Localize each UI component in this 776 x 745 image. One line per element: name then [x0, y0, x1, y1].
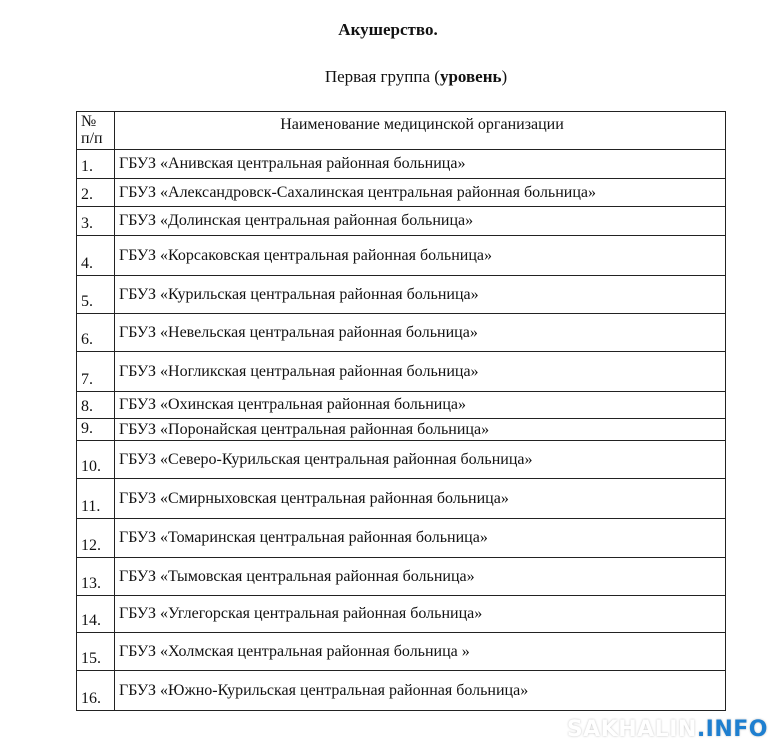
header-num-cell — [77, 112, 115, 149]
table-row — [77, 236, 725, 276]
row-organization-name: ГБУЗ «Охинская центральная районная больница» — [119, 396, 466, 413]
row-number: 16. — [77, 671, 115, 710]
row-organization-name: ГБУЗ «Анивская центральная районная больница» — [119, 155, 466, 172]
row-organization-name: ГБУЗ «Смирныховская центральная районная больница» — [119, 489, 509, 507]
table-row — [77, 314, 725, 352]
table-row — [77, 150, 725, 179]
row-number: 2. — [77, 179, 115, 206]
row-number: 8. — [77, 392, 115, 418]
row-number: 7. — [77, 352, 115, 391]
subtitle-end: ) — [501, 67, 508, 86]
row-organization-name: ГБУЗ «Ногликская центральная районная больница» — [119, 362, 479, 380]
row-number: 10. — [77, 441, 115, 478]
table-header-row — [77, 112, 725, 150]
subtitle-bold: уровень — [439, 67, 502, 86]
table-body — [77, 150, 725, 711]
row-number: 5. — [77, 276, 115, 313]
row-number: 11. — [77, 479, 115, 518]
row-number: 6. — [77, 314, 115, 351]
row-organization-name: ГБУЗ «Томаринская центральная районная больница» — [119, 529, 488, 546]
row-organization-name: ГБУЗ «Долинская центральная районная больница» — [119, 212, 474, 229]
row-organization-name: ГБУЗ «Корсаковская центральная районная больница» — [119, 246, 493, 264]
table-row — [77, 596, 725, 633]
row-organization-name: ГБУЗ «Курильская центральная районная больница» — [119, 285, 479, 303]
table-row — [77, 352, 725, 392]
row-number: 14. — [77, 596, 115, 632]
row-organization-name: ГБУЗ «Тымовская центральная районная больница» — [119, 567, 475, 585]
header-num-line1: № — [81, 113, 97, 130]
row-number: 1. — [77, 150, 115, 178]
table-row — [77, 419, 725, 441]
row-organization-name: ГБУЗ «Поронайская центральная районная больница» — [119, 420, 490, 438]
table-row — [77, 558, 725, 596]
organizations-table — [76, 111, 726, 711]
header-name-cell: Наименование медицинской организации — [280, 116, 564, 133]
watermark-name: SAKHALIN — [566, 717, 697, 742]
row-number: 4. — [77, 236, 115, 275]
row-number: 3. — [77, 207, 115, 235]
subtitle-plain: Первая группа ( — [324, 67, 440, 86]
table-row — [77, 276, 725, 314]
row-organization-name: ГБУЗ «Южно-Курильская центральная районная больница» — [119, 681, 529, 699]
row-organization-name: ГБУЗ «Невельская центральная районная больница» — [119, 323, 478, 341]
row-number: 13. — [77, 558, 115, 595]
row-organization-name: ГБУЗ «Углегорская центральная районная больница» — [119, 605, 483, 622]
header-num-line2: п/п — [81, 130, 103, 147]
document-title: Акушерство. — [338, 20, 438, 39]
table-row — [77, 392, 725, 419]
table-row — [77, 633, 725, 671]
table-row — [77, 671, 725, 711]
site-watermark — [567, 717, 768, 742]
row-organization-name: ГБУЗ «Холмская центральная районная больница » — [119, 642, 470, 660]
table-row — [77, 441, 725, 479]
row-organization-name: ГБУЗ «Александровск-Сахалинская центральная районная больница» — [119, 183, 597, 201]
table-row — [77, 519, 725, 558]
row-number: 15. — [77, 633, 115, 670]
table-row — [77, 479, 725, 519]
watermark-tld: .INFO — [696, 717, 768, 742]
table-row — [77, 207, 725, 236]
table-row — [77, 179, 725, 207]
row-number: 9. — [77, 419, 115, 440]
row-number: 12. — [77, 519, 115, 557]
document-subtitle — [0, 67, 776, 87]
row-organization-name: ГБУЗ «Северо-Курильская центральная районная больница» — [119, 450, 533, 468]
